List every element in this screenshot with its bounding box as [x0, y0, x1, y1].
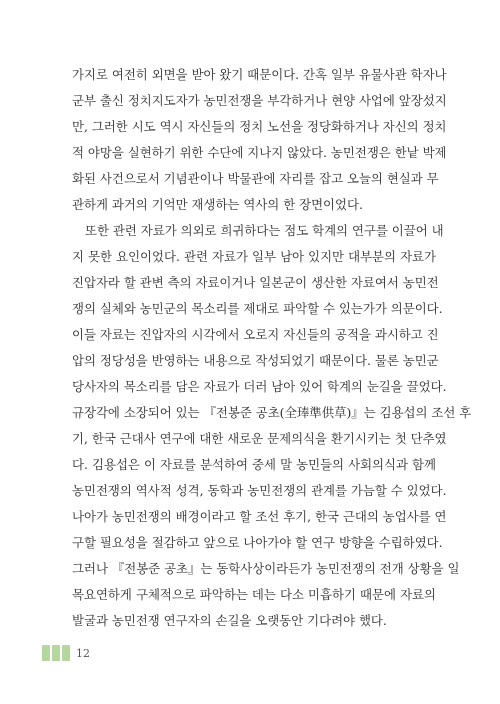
text-line: 이들 자료는 진압자의 시각에서 오로지 자신들의 공적을 과시하고 진 [72, 327, 439, 342]
text-line: 압의 정당성을 반영하는 내용으로 작성되었기 때문이다. 물론 농민군 [72, 353, 439, 368]
text-line: 당사자의 목소리를 담은 자료가 더러 남아 있어 학계의 눈길을 끌었다. [72, 379, 447, 394]
text-line: 목요연하게 구체적으로 파악하는 데는 다소 미흡하기 때문에 자료의 [72, 587, 436, 602]
page-number: 12 [76, 646, 90, 660]
text-line: 가지로 여전히 외면을 받아 왔기 때문이다. 간혹 일부 유물사관 학자나 [72, 67, 447, 82]
text-line: 지 못한 요인이었다. 관련 자료가 일부 남아 있지만 대부분의 자료가 [72, 249, 436, 264]
text-line: 기, 한국 근대사 연구에 대한 새로운 문제의식을 환기시키는 첫 단추였 [72, 431, 447, 446]
body-text [72, 62, 472, 634]
text-line: 적 야망을 실현하기 위한 수단에 지나지 않았다. 농민전쟁은 한낱 박제 [72, 145, 447, 160]
text-line: 만, 그러한 시도 역시 자신들의 정치 노선을 정당화하거나 자신의 정치 [72, 119, 447, 134]
text-line: 화된 사건으로서 기념관이나 박물관에 자리를 잡고 오늘의 현실과 무 [72, 171, 439, 186]
text-line: 다. 김용섭은 이 자료를 분석하여 중세 말 농민들의 사회의식과 함께 [72, 457, 436, 472]
text-line: 농민전쟁의 역사적 성격, 동학과 농민전쟁의 관계를 가늠할 수 있었다. [72, 483, 447, 498]
text-line: 진압자라 할 관변 측의 자료이거나 일본군이 생산한 자료여서 농민전 [72, 275, 439, 290]
text-line: 쟁의 실체와 농민군의 목소리를 제대로 파악할 수 있는가가 의문이다. [72, 301, 443, 316]
text-line: 그러나 『전봉준 공초』는 동학사상이라든가 농민전쟁의 전개 상황을 일 [72, 561, 460, 576]
text-line: 또한 관련 자료가 의외로 희귀하다는 점도 학계의 연구를 이끌어 내 [85, 223, 444, 238]
text-line: 구할 필요성을 절감하고 앞으로 나아가야 할 연구 방향을 수립하였다. [72, 535, 443, 550]
page-footer [42, 642, 90, 664]
decorative-bars-icon [42, 645, 70, 661]
text-line: 군부 출신 정치지도자가 농민전쟁을 부각하거나 현양 사업에 앞장섰지 [72, 93, 447, 108]
text-line: 나아가 농민전쟁의 배경이라고 할 조선 후기, 한국 근대의 농업사를 연 [72, 509, 447, 524]
text-line: 관하게 과거의 기억만 재생하는 역사의 한 장면이었다. [72, 197, 363, 212]
text-line: 발굴과 농민전쟁 연구자의 손길을 오랫동안 기다려야 했다. [72, 613, 387, 628]
text-line: 규장각에 소장되어 있는 『전봉준 공초(全琫準供草)』는 김용섭의 조선 후 [72, 405, 472, 420]
